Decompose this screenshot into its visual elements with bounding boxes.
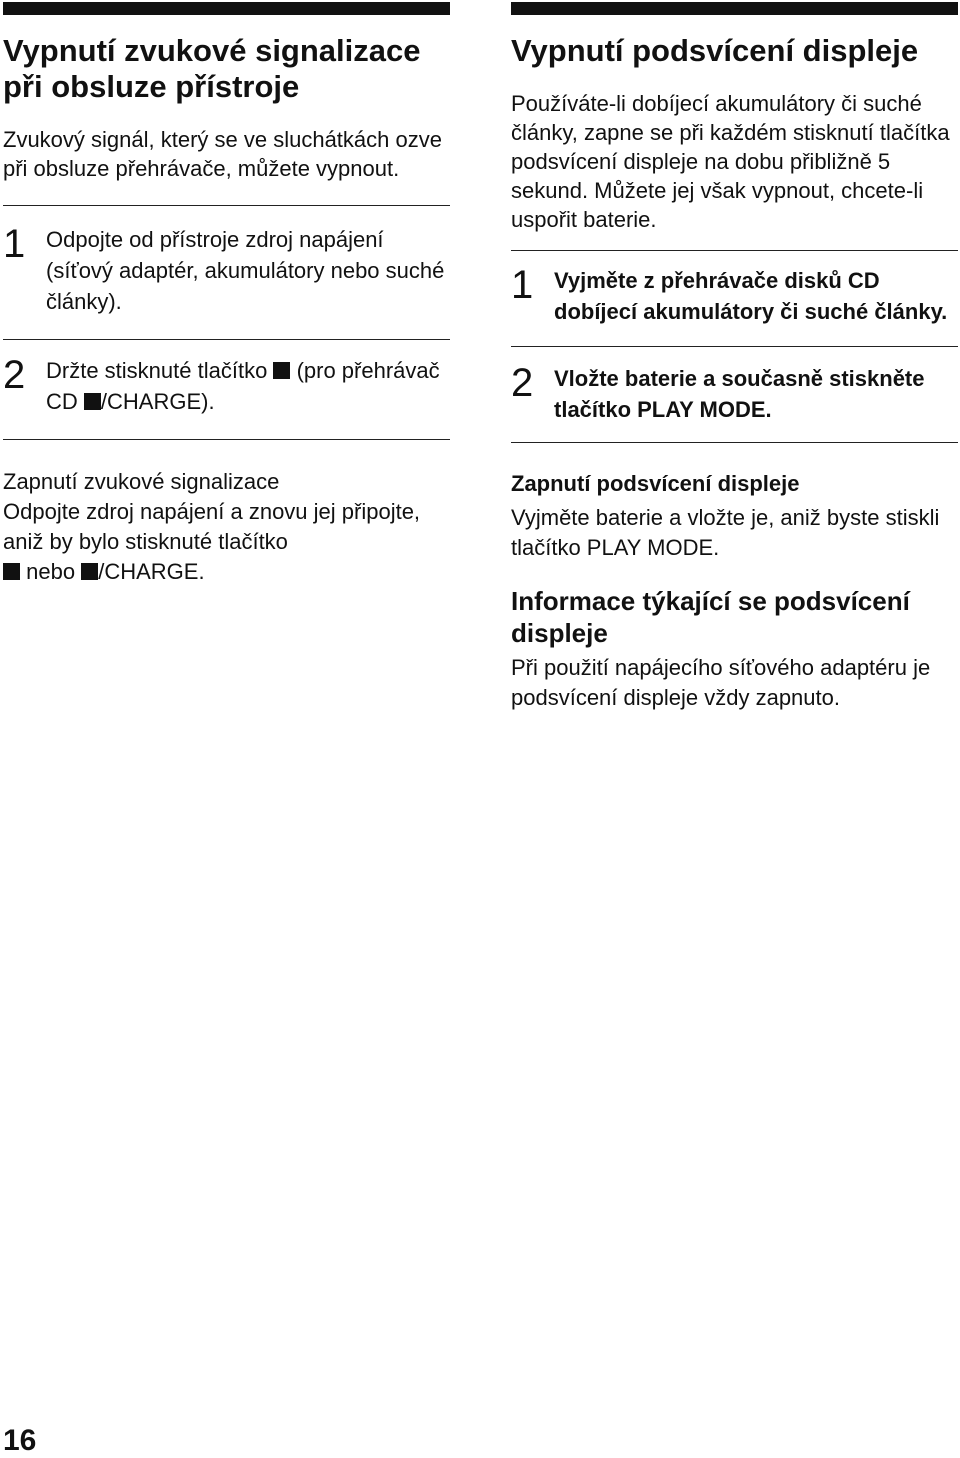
step-text: Vložte baterie a současně stiskněte tlačítko PLAY MODE. [554, 366, 925, 422]
stop-square-icon [273, 362, 290, 379]
step-text: Vyjměte z přehrávače disků CD dobíjecí akumulátory či suché články. [554, 268, 948, 324]
step-number: 2 [3, 353, 26, 397]
right-title: Vypnutí podsvícení displeje [511, 33, 919, 68]
step-text-part: /CHARGE). [100, 389, 215, 414]
left-section-body [3, 497, 450, 587]
right-section2-heading: Informace týkající se podsvícení displeje [511, 586, 910, 648]
stop-square-icon [3, 563, 20, 580]
divider [3, 205, 450, 206]
page-number: 16 [3, 1424, 37, 1457]
right-section2-body: Při použití napájecího síťového adaptéru je podsvícení displeje vždy zapnuto. [511, 655, 931, 710]
right-section1-heading: Zapnutí podsvícení displeje [511, 471, 800, 496]
stop-square-icon [84, 393, 101, 410]
divider [511, 442, 958, 443]
left-column [3, 0, 450, 587]
divider [3, 339, 450, 340]
left-intro: Zvukový signál, který se ve sluchátkách ozve při obsluze přehrávače, můžete vypnout. [3, 127, 442, 181]
right-step-2 [511, 363, 958, 425]
top-rule [511, 2, 958, 15]
left-step-2 [3, 355, 450, 417]
left-step-1 [3, 224, 450, 317]
right-step-1 [511, 265, 958, 327]
stop-square-icon [81, 563, 98, 580]
step-number: 2 [511, 361, 534, 405]
step-number: 1 [3, 222, 26, 266]
divider [511, 346, 958, 347]
body-part: Odpojte zdroj napájení a znovu jej připojte, aniž by bylo stisknuté tlačítko [3, 499, 421, 554]
divider [511, 250, 958, 251]
right-intro: Používáte-li dobíjecí akumulátory či suché články, zapne se při každém stisknutí tlačítka podsvícení displeje na dobu přibližně 5 sekund. Můžete jej však vypnout, chcete-li uspořit baterie. [511, 91, 950, 232]
step-text-part: (pro přehrávač CD [46, 358, 440, 414]
top-rule [3, 2, 450, 15]
right-section1-body: Vyjměte baterie a vložte je, aniž byste stiskli tlačítko PLAY MODE. [511, 505, 940, 560]
left-title: Vypnutí zvukové signalizace při obsluze přístroje [3, 33, 421, 104]
left-section-heading: Zapnutí zvukové signalizace [3, 469, 280, 494]
step-text [46, 355, 450, 417]
body-part: /CHARGE. [98, 559, 205, 584]
divider [3, 439, 450, 440]
right-column [511, 0, 958, 713]
step-text: Odpojte od přístroje zdroj napájení (síťový adaptér, akumulátory nebo suché články). [46, 227, 445, 314]
step-number: 1 [511, 263, 534, 307]
body-part: nebo [26, 559, 76, 584]
step-text-part: Držte stisknuté tlačítko [46, 358, 268, 383]
